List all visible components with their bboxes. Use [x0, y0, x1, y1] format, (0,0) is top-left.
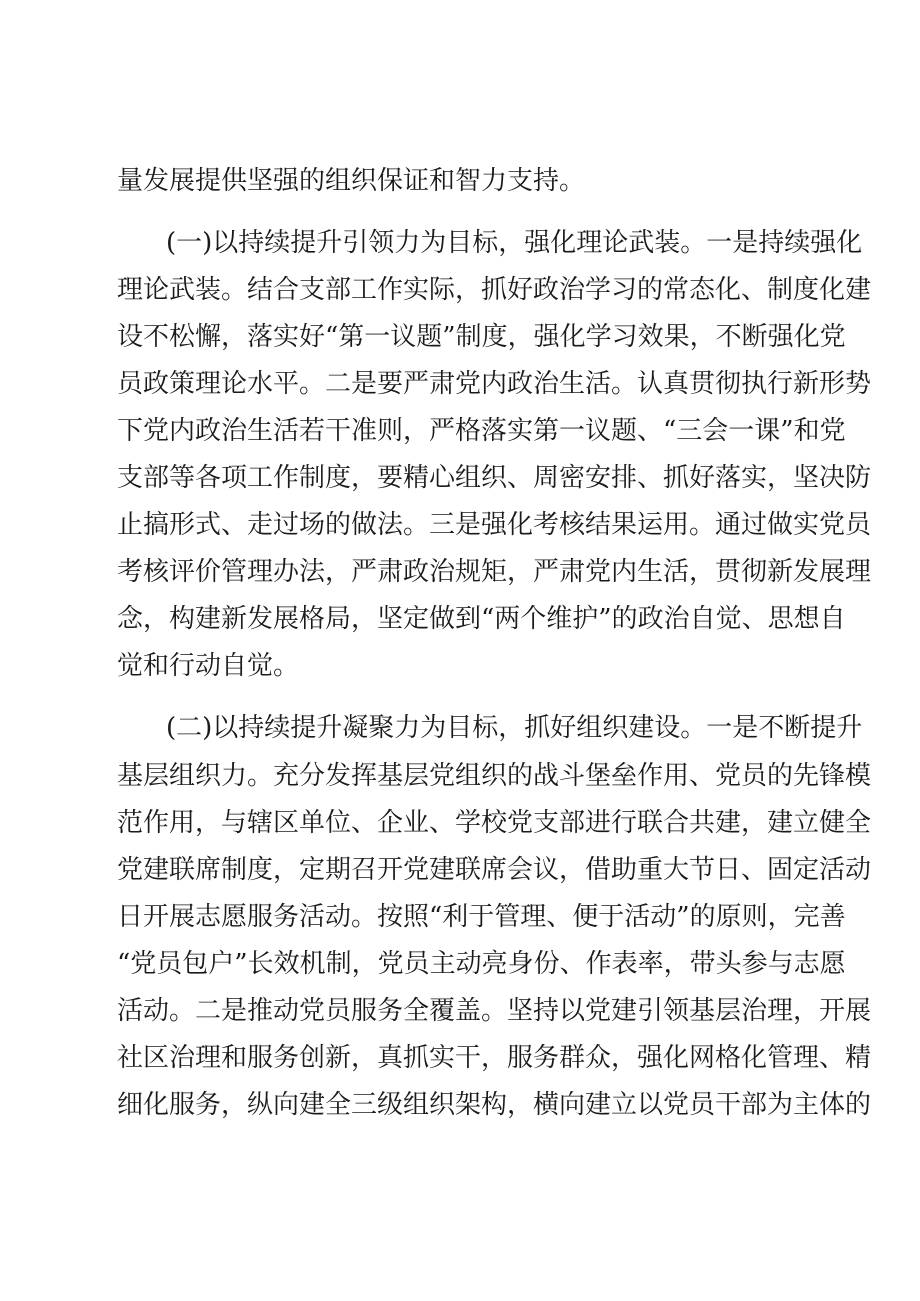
text-line: 活动。二是推动党员服务全覆盖。坚持以党建引领基层治理，开展 [117, 996, 872, 1026]
section-heading-line: (一)以持续提升引领力为目标，强化理论武装。一是持续强化 [166, 228, 863, 258]
text-line: 止搞形式、走过场的做法。三是强化考核结果运用。通过做实党员 [117, 510, 872, 540]
text-line: 范作用，与辖区单位、企业、学校党支部进行联合共建，建立健全 [117, 808, 872, 838]
text-line: 下党内政治生活若干准则，严格落实第一议题、“三会一课”和党 [117, 416, 846, 446]
text-line: 念，构建新发展格局，坚定做到“两个维护”的政治自觉、思想自 [117, 604, 846, 634]
text-line: 设不松懈，落实好“第一议题”制度，强化学习效果，不断强化党 [117, 322, 846, 352]
text-line: 觉和行动自觉。 [117, 651, 300, 681]
text-line: 理论武装。结合支部工作实际，抓好政治学习的常态化、制度化建 [117, 275, 872, 305]
text-line: 考核评价管理办法，严肃政治规矩，严肃党内生活，贯彻新发展理 [117, 557, 872, 587]
text-line: 支部等各项工作制度，要精心组织、周密安排、抓好落实，坚决防 [117, 463, 872, 493]
text-line: 细化服务，纵向建全三级组织架构，横向建立以党员干部为主体的 [117, 1090, 872, 1120]
text-line: 员政策理论水平。二是要严肃党内政治生活。认真贯彻执行新形势 [117, 369, 872, 399]
section-heading-line: (二)以持续提升凝聚力为目标，抓好组织建设。一是不断提升 [166, 713, 863, 743]
text-line: 量发展提供坚强的组织保证和智力支持。 [117, 166, 586, 196]
text-line: “党员包户”长效机制，党员主动亮身份、作表率，带头参与志愿 [117, 949, 846, 979]
text-line: 基层组织力。充分发挥基层党组织的战斗堡垒作用、党员的先锋模 [117, 761, 872, 791]
text-line: 日开展志愿服务活动。按照“利于管理、便于活动”的原则，完善 [117, 902, 846, 932]
text-line: 社区治理和服务创新，真抓实干，服务群众，强化网格化管理、精 [117, 1043, 872, 1073]
text-line: 党建联席制度，定期召开党建联席会议，借助重大节日、固定活动 [117, 855, 872, 885]
